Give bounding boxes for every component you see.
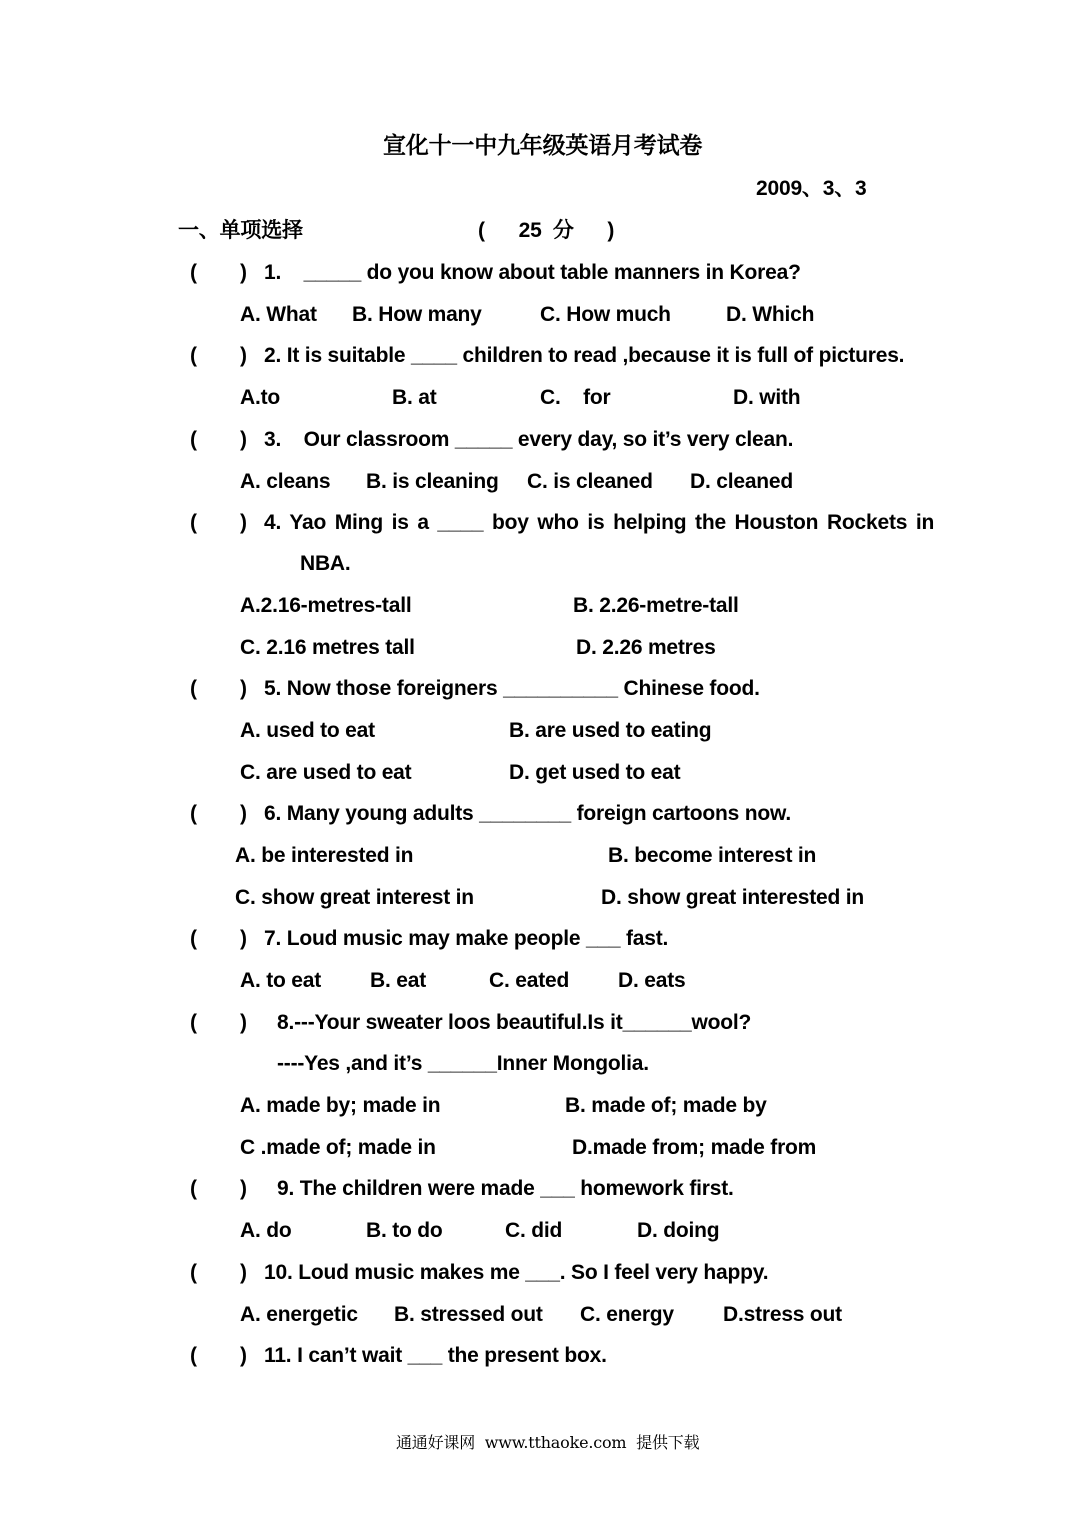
option: B. stressed out [394,1303,543,1326]
option: D. doing [637,1219,720,1242]
option: C. for [540,386,611,409]
option: B. 2.26-metre-tall [573,594,739,617]
option: B. is cleaning [366,470,499,493]
option: D. cleaned [690,470,794,493]
answer-paren-open: ( [190,677,197,700]
option: B. eat [370,969,426,992]
option: A. What [240,303,317,326]
answer-paren-close: ) [240,428,247,451]
answer-paren-close: ) [240,511,247,534]
option: B. become interest in [608,844,817,867]
option: A. cleans [240,470,331,493]
option: D. with [733,386,801,409]
option: C. eated [489,969,570,992]
option: D. get used to eat [509,761,681,784]
answer-paren-close: ) [240,1344,247,1367]
option: C. 2.16 metres tall [240,636,415,659]
option: A. energetic [240,1303,358,1326]
question-stem-continued: ----Yes ,and it’s ______Inner Mongolia. [277,1052,649,1075]
answer-paren-close: ) [240,802,247,825]
option: A.2.16-metres-tall [240,594,412,617]
question-stem: 6. Many young adults ________ foreign cartoons now. [264,802,791,825]
question-stem: 3. Our classroom _____ every day, so it’s very clean. [264,428,794,451]
section-points: ( 25 分 ) [478,219,615,242]
option: B. made of; made by [565,1094,767,1117]
answer-paren-open: ( [190,802,197,825]
option: D. Which [726,303,815,326]
option: C. energy [580,1303,674,1326]
option: B. to do [366,1219,443,1242]
option: D. 2.26 metres [576,636,716,659]
question-stem: 9. The children were made ___ homework first. [277,1177,734,1200]
question-stem: 10. Loud music makes me ___. So I feel very happy. [264,1261,769,1284]
question-stem: 2. It is suitable ____ children to read ,because it is full of pictures. [264,344,905,367]
option: A. made by; made in [240,1094,441,1117]
answer-paren-close: ) [240,1261,247,1284]
option: D. show great interested in [601,886,864,909]
exam-date: 2009、3、3 [756,177,867,200]
option: C. did [505,1219,563,1242]
option: B. How many [352,303,482,326]
answer-paren-close: ) [240,927,247,950]
option: A. to eat [240,969,322,992]
question-stem: 5. Now those foreigners __________ Chinese food. [264,677,760,700]
option: C. is cleaned [527,470,653,493]
option: D. eats [618,969,686,992]
option: B. at [392,386,437,409]
answer-paren-close: ) [240,1177,247,1200]
option: A. used to eat [240,719,375,742]
option: D.made from; made from [572,1136,817,1159]
option: A. do [240,1219,292,1242]
question-stem: 8.---Your sweater loos beautiful.Is it______wool? [277,1011,752,1034]
answer-paren-close: ) [240,1011,247,1034]
question-stem: 7. Loud music may make people ___ fast. [264,927,669,950]
answer-paren-close: ) [240,677,247,700]
option: A.to [240,386,281,409]
option: A. be interested in [235,844,414,867]
answer-paren-open: ( [190,1011,197,1034]
question-stem-continued: NBA. [300,552,351,575]
question-stem: 1. _____ do you know about table manners in Korea? [264,261,801,284]
answer-paren-open: ( [190,428,197,451]
question-stem: 11. I can’t wait ___ the present box. [264,1344,607,1367]
answer-paren-open: ( [190,927,197,950]
question-stem: 4. Yao Ming is a ____ boy who is helping the Houston Rockets in [264,511,935,534]
answer-paren-open: ( [190,261,197,284]
option: B. are used to eating [509,719,712,742]
answer-paren-close: ) [240,261,247,284]
answer-paren-close: ) [240,344,247,367]
section-heading: 一、单项选择 [178,219,303,242]
option: C. How much [540,303,671,326]
option: C. are used to eat [240,761,412,784]
option: C. show great interest in [235,886,474,909]
option: C .made of; made in [240,1136,436,1159]
answer-paren-open: ( [190,344,197,367]
answer-paren-open: ( [190,1261,197,1284]
answer-paren-open: ( [190,1344,197,1367]
option: D.stress out [723,1303,842,1326]
answer-paren-open: ( [190,511,197,534]
page-title: 宣化十一中九年级英语月考试卷 [383,132,703,158]
page-footer: 通通好课网 www.tthaoke.com 提供下载 [396,1433,700,1452]
answer-paren-open: ( [190,1177,197,1200]
